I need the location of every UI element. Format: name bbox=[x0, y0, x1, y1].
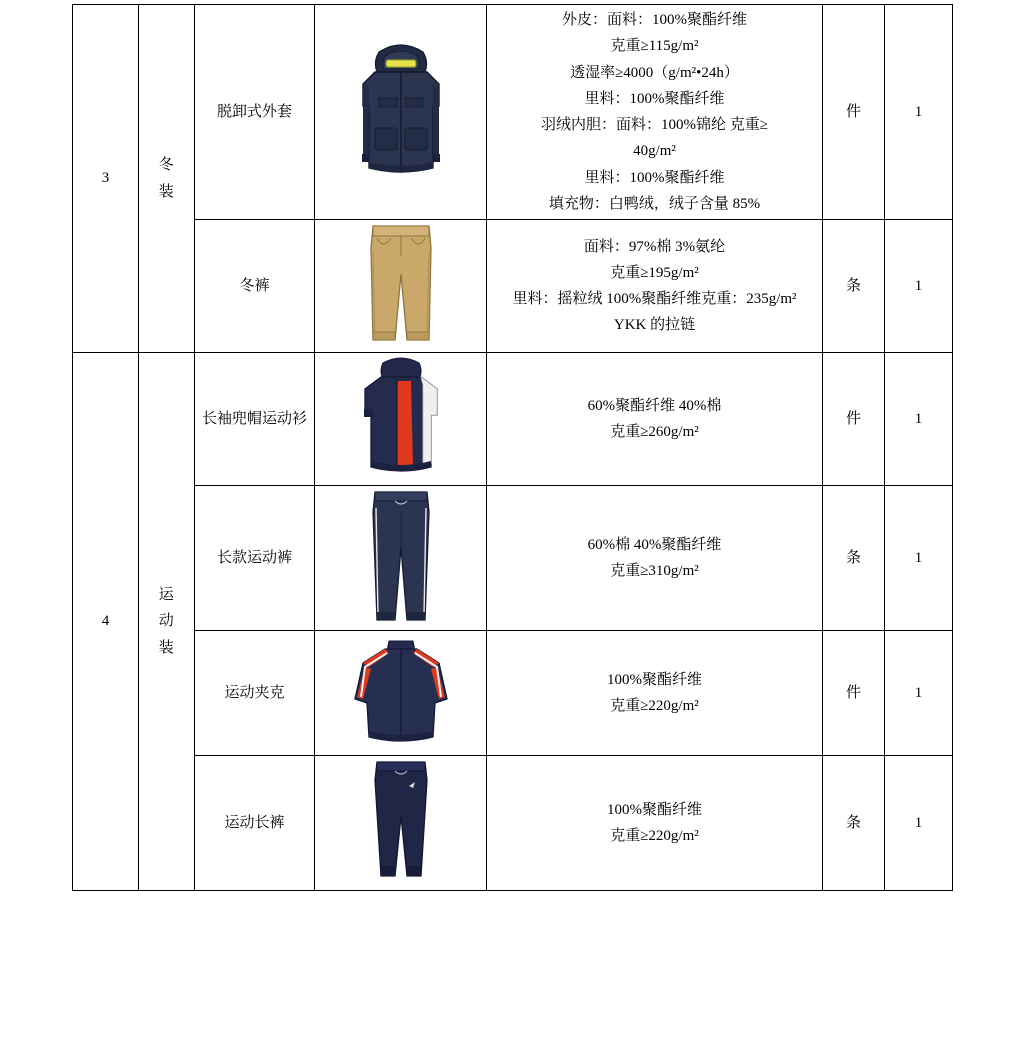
row-category bbox=[139, 5, 195, 353]
table-row bbox=[73, 486, 953, 631]
table-row bbox=[73, 756, 953, 891]
item-name: 长款运动裤 bbox=[195, 486, 315, 631]
row-number: 4 bbox=[73, 353, 139, 891]
item-spec bbox=[487, 353, 823, 486]
item-qty: 1 bbox=[885, 353, 953, 486]
row-category-char: 动 bbox=[158, 613, 175, 630]
spec-line: 100%聚酯纤维 bbox=[607, 801, 702, 818]
item-image-cell bbox=[315, 756, 487, 891]
item-qty: 1 bbox=[885, 631, 953, 756]
table-row bbox=[73, 353, 953, 486]
item-unit: 件 bbox=[823, 353, 885, 486]
spec-line: 60%聚酯纤维 40%棉 bbox=[587, 397, 722, 414]
item-spec bbox=[487, 486, 823, 631]
item-name: 脱卸式外套 bbox=[195, 5, 315, 220]
spec-line: 100%聚酯纤维 bbox=[607, 671, 702, 688]
row-category-char: 运 bbox=[158, 587, 175, 604]
spec-line: 填充物：白鸭绒，绒子含量 85% bbox=[548, 195, 761, 212]
spec-line: YKK 的拉链 bbox=[613, 317, 696, 334]
item-spec bbox=[487, 220, 823, 353]
sport-jacket-illustration bbox=[319, 633, 482, 753]
item-image-cell bbox=[315, 486, 487, 631]
item-image-cell bbox=[315, 220, 487, 353]
spec-line: 克重≥260g/m² bbox=[610, 424, 699, 440]
winter-jacket-illustration bbox=[319, 36, 482, 188]
spec-line: 里料：摇粒绒 100%聚酯纤维克重：235g/m² bbox=[512, 291, 797, 307]
spec-line: 面料：97%棉 3%氨纶 bbox=[583, 238, 726, 255]
table-row bbox=[73, 631, 953, 756]
row-category-char: 冬 bbox=[158, 157, 175, 174]
item-image-cell bbox=[315, 631, 487, 756]
spec-line: 60%棉 40%聚酯纤维 bbox=[587, 536, 722, 553]
item-image-cell bbox=[315, 5, 487, 220]
item-spec bbox=[487, 756, 823, 891]
item-name: 冬裤 bbox=[195, 220, 315, 353]
table-row bbox=[73, 220, 953, 353]
item-unit: 条 bbox=[823, 220, 885, 353]
sport-pants-illustration bbox=[319, 758, 482, 888]
spec-line: 克重≥195g/m² bbox=[610, 264, 699, 281]
clothing-spec-table bbox=[72, 4, 953, 891]
item-unit: 件 bbox=[823, 631, 885, 756]
spec-line: 里料：100%聚酯纤维 bbox=[584, 169, 725, 186]
spec-line: 40g/m² bbox=[633, 143, 676, 160]
item-unit: 条 bbox=[823, 486, 885, 631]
item-name: 长袖兜帽运动衫 bbox=[195, 353, 315, 486]
spec-line: 克重≥310g/m² bbox=[610, 563, 699, 579]
spec-line: 透湿率≥4000（g/m²•24h） bbox=[570, 64, 739, 81]
item-name: 运动夹克 bbox=[195, 631, 315, 756]
spec-line: 克重≥115g/m² bbox=[610, 38, 699, 55]
spec-line: 克重≥220g/m² bbox=[610, 698, 699, 714]
table-row bbox=[73, 5, 953, 220]
item-name: 运动长裤 bbox=[195, 756, 315, 891]
item-unit: 件 bbox=[823, 5, 885, 220]
row-number: 3 bbox=[73, 5, 139, 353]
spec-line: 羽绒内胆：面料：100%锦纶 克重≥ bbox=[541, 117, 768, 133]
row-category-char: 装 bbox=[158, 183, 175, 200]
item-qty: 1 bbox=[885, 220, 953, 353]
spec-line: 外皮：面料：100%聚酯纤维 bbox=[562, 12, 747, 28]
item-qty: 1 bbox=[885, 486, 953, 631]
hooded-sweatshirt-illustration bbox=[319, 355, 482, 483]
row-category-char: 装 bbox=[158, 639, 175, 656]
item-spec bbox=[487, 631, 823, 756]
long-sport-trousers-illustration bbox=[319, 488, 482, 628]
spec-line: 克重≥220g/m² bbox=[610, 828, 699, 844]
item-qty: 1 bbox=[885, 756, 953, 891]
row-category bbox=[139, 353, 195, 891]
item-unit: 条 bbox=[823, 756, 885, 891]
item-qty: 1 bbox=[885, 5, 953, 220]
item-image-cell bbox=[315, 353, 487, 486]
winter-trousers-illustration bbox=[319, 222, 482, 350]
spec-line: 里料：100%聚酯纤维 bbox=[584, 90, 725, 107]
item-spec bbox=[487, 5, 823, 220]
